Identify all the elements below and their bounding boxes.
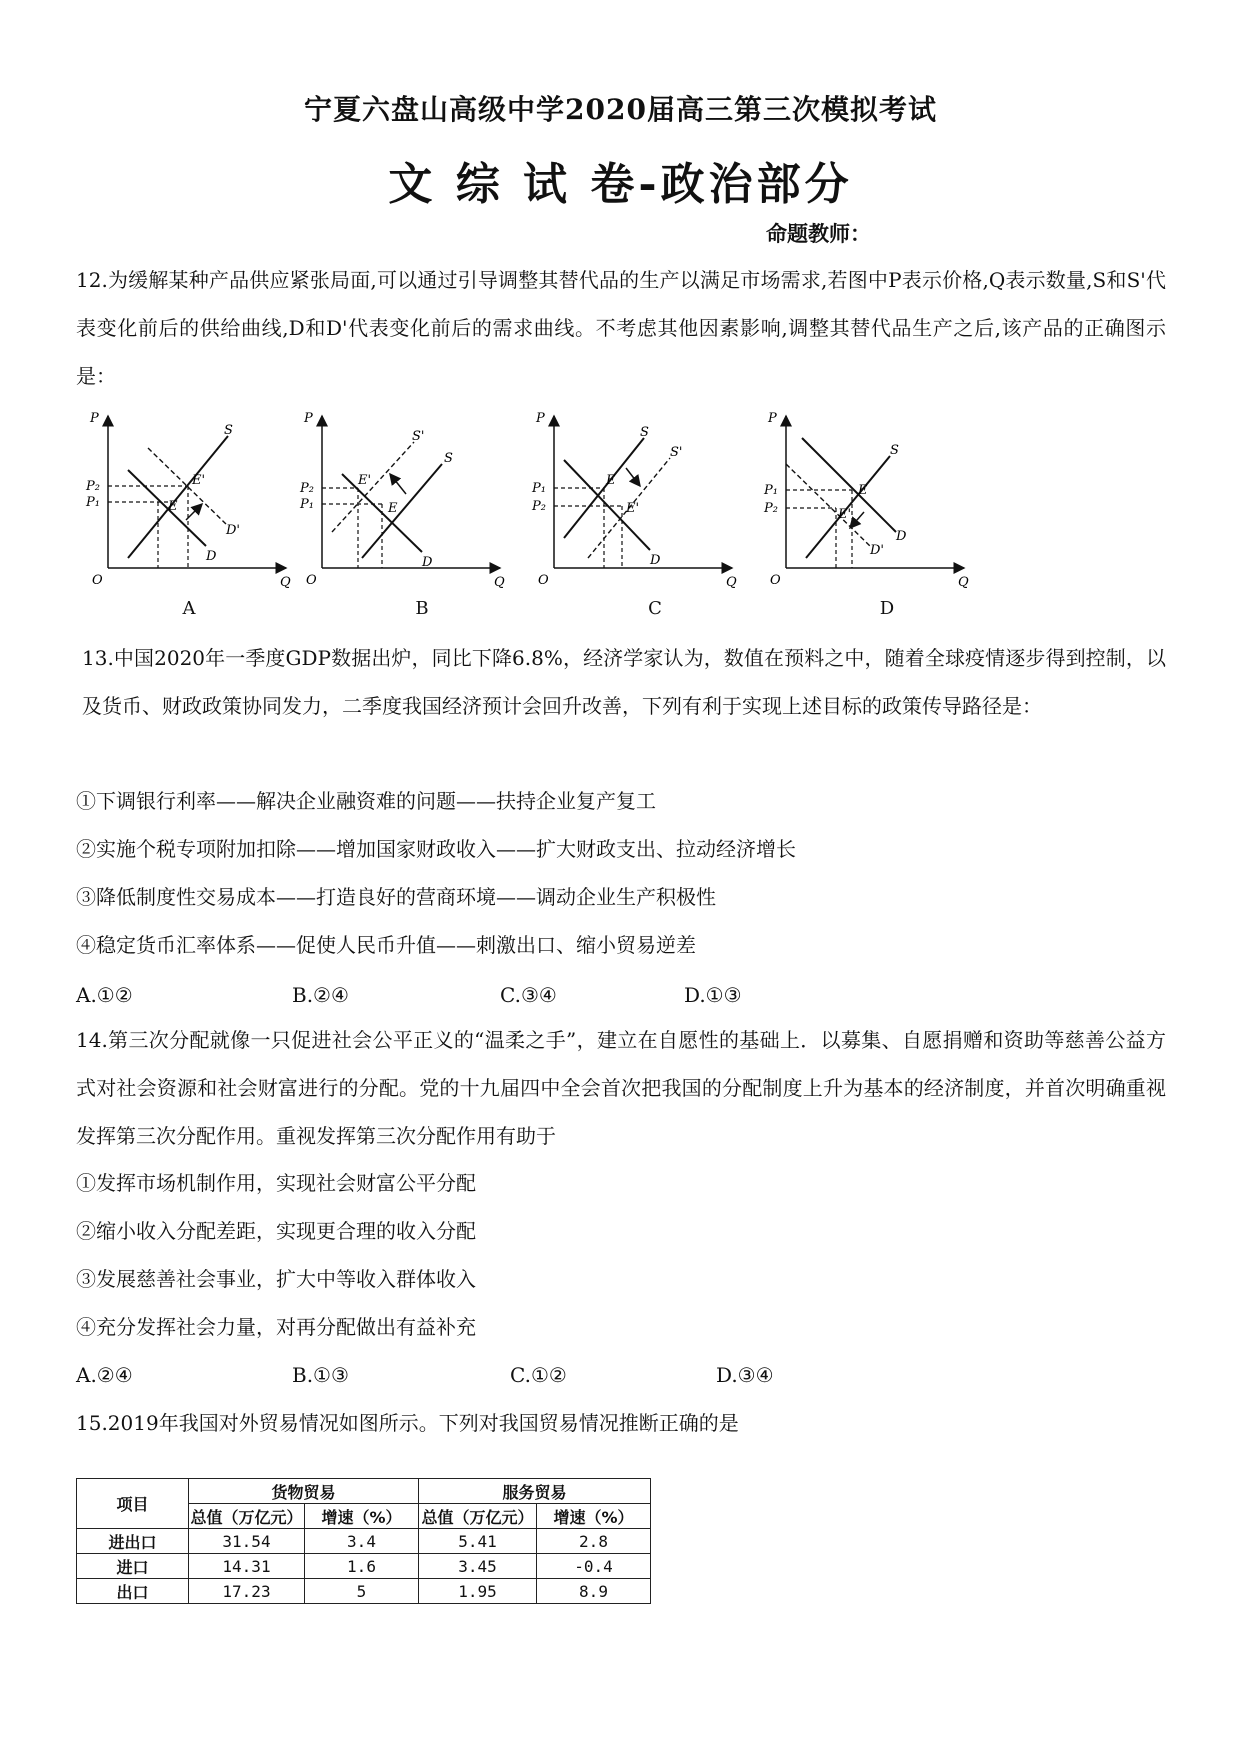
q14-stem: 14.第三次分配就像一只促进社会公平正义的“温柔之手”，建立在自愿性的基础上．以募集、自愿捐赠和资助等慈善公益方式对社会资源和社会财富进行的分配。党的十九届四中全会首次把我国的分配制度上升为基本的经济制度，并首次明确重视发挥第三次分配作用。重视发挥第三次分配作用有助于 xyxy=(76,1028,1166,1148)
graph-a xyxy=(88,408,298,588)
demand-label: D xyxy=(422,555,433,570)
equilibrium-label: E xyxy=(388,501,398,516)
graph-d-label: D xyxy=(879,598,895,619)
equilibrium-new-label: E' xyxy=(358,473,372,488)
axis-p-label: P xyxy=(768,411,777,426)
q14-item-1: ①发挥市场机制作用，实现社会财富公平分配 xyxy=(76,1171,476,1195)
goods-growth-cell: 5 xyxy=(305,1579,419,1604)
q14-item-4: ④充分发挥社会力量，对再分配做出有益补充 xyxy=(76,1315,476,1339)
supply-label: S xyxy=(444,451,453,466)
q13-stem: 13.中国2020年一季度GDP数据出炉，同比下降6.8%，经济学家认为，数值在预料之中，随着全球疫情逐步得到控制，以及货币、财政政策协同发力，二季度我国经济预计会回升改善，下列有利于实现上述目标的政策传导路径是： xyxy=(82,646,1166,718)
services-growth-cell: 8.9 xyxy=(537,1579,651,1604)
goods-trade-header: 货物贸易 xyxy=(189,1479,419,1504)
supply-new-label: S' xyxy=(412,429,425,444)
supply-label: S xyxy=(640,425,649,440)
graph-c xyxy=(534,408,744,588)
services-trade-header: 服务贸易 xyxy=(419,1479,651,1504)
q14-option-a[interactable]: A.②④ xyxy=(76,1363,133,1387)
graph-c-label: C xyxy=(648,598,662,619)
equilibrium-new-label: E' xyxy=(192,473,206,488)
axis-q-label: Q xyxy=(280,575,291,590)
origin-label: O xyxy=(306,573,317,588)
axis-p-label: P xyxy=(90,411,99,426)
origin-label: O xyxy=(538,573,549,588)
axis-p-label: P xyxy=(536,411,545,426)
goods-growth-cell: 3.4 xyxy=(305,1529,419,1554)
price-lower-label: P₁ xyxy=(300,497,314,512)
equilibrium-label: E xyxy=(858,483,868,498)
row-name: 进出口 xyxy=(77,1529,189,1554)
services-total-header: 总值（万亿元） xyxy=(419,1504,537,1529)
q15-stem: 15.2019年我国对外贸易情况如图所示。下列对我国贸易情况推断正确的是 xyxy=(76,1411,739,1435)
q13-item-1: ①下调银行利率——解决企业融资难的问题——扶持企业复产复工 xyxy=(76,789,656,813)
price-upper-label: P₂ xyxy=(86,479,100,494)
goods-total-cell: 14.31 xyxy=(189,1554,305,1579)
goods-total-header: 总值（万亿元） xyxy=(189,1504,305,1529)
demand-new-label: D' xyxy=(226,523,240,538)
q14-option-b[interactable]: B.①③ xyxy=(292,1363,349,1387)
equilibrium-label: E xyxy=(606,473,616,488)
origin-label: O xyxy=(92,573,103,588)
q12-stem: 12.为缓解某种产品供应紧张局面,可以通过引导调整其替代品的生产以满足市场需求,若图中P表示价格,Q表示数量,S和S'代表变化前后的供给曲线,D和D'代表变化前后的需求曲线。不考虑其他因素影响,调整其替代品生产之后,该产品的正确图示是： xyxy=(76,268,1166,388)
paper-title: 文 综 试 卷-政治部分 xyxy=(388,159,853,210)
services-total-cell: 1.95 xyxy=(419,1579,537,1604)
q13-item-3: ③降低制度性交易成本——打造良好的营商环境——调动企业生产积极性 xyxy=(76,885,716,909)
equilibrium-label: E xyxy=(168,499,178,514)
goods-growth-cell: 1.6 xyxy=(305,1554,419,1579)
demand-label: D xyxy=(896,529,907,544)
demand-label: D xyxy=(650,553,661,568)
q14-option-d[interactable]: D.③④ xyxy=(716,1363,774,1387)
col-item-header: 项目 xyxy=(77,1479,189,1529)
supply-label: S xyxy=(224,423,233,438)
supply-label: S xyxy=(890,443,899,458)
graph-b xyxy=(302,408,512,588)
price-upper-label: P₁ xyxy=(764,483,778,498)
demand-label: D xyxy=(206,549,217,564)
supply-new-label: S' xyxy=(670,445,683,460)
axis-q-label: Q xyxy=(726,575,737,590)
goods-total-cell: 31.54 xyxy=(189,1529,305,1554)
demand-new-label: D' xyxy=(870,543,884,558)
goods-total-cell: 17.23 xyxy=(189,1579,305,1604)
author-label: 命题教师： xyxy=(766,222,871,246)
q14-option-c[interactable]: C.①② xyxy=(510,1363,567,1387)
services-growth-header: 增速（%） xyxy=(537,1504,651,1529)
origin-label: O xyxy=(770,573,781,588)
services-growth-cell: 2.8 xyxy=(537,1529,651,1554)
row-name: 出口 xyxy=(77,1579,189,1604)
school-title: 宁夏六盘山高级中学2020届高三第三次模拟考试 xyxy=(304,93,937,126)
axis-p-label: P xyxy=(304,411,313,426)
q13-option-b[interactable]: B.②④ xyxy=(292,983,349,1007)
goods-growth-header: 增速（%） xyxy=(305,1504,419,1529)
q13-item-2: ②实施个税专项附加扣除——增加国家财政收入——扩大财政支出、拉动经济增长 xyxy=(76,837,796,861)
q14-item-3: ③发展慈善社会事业，扩大中等收入群体收入 xyxy=(76,1267,476,1291)
price-upper-label: P₁ xyxy=(532,481,546,496)
table-row xyxy=(77,1579,651,1604)
price-upper-label: P₂ xyxy=(300,481,314,496)
q13-option-d[interactable]: D.①③ xyxy=(684,983,742,1007)
services-total-cell: 5.41 xyxy=(419,1529,537,1554)
table-row xyxy=(77,1554,651,1579)
equilibrium-new-label: E' xyxy=(626,501,640,516)
table-row xyxy=(77,1529,651,1554)
price-lower-label: P₂ xyxy=(764,501,778,516)
price-lower-label: P₂ xyxy=(532,499,546,514)
row-name: 进口 xyxy=(77,1554,189,1579)
price-lower-label: P₁ xyxy=(86,495,100,510)
services-growth-cell: -0.4 xyxy=(537,1554,651,1579)
services-total-cell: 3.45 xyxy=(419,1554,537,1579)
q13-option-c[interactable]: C.③④ xyxy=(500,983,557,1007)
graph-b-label: B xyxy=(415,598,429,619)
axis-q-label: Q xyxy=(494,575,505,590)
graph-a-label: A xyxy=(182,598,196,619)
trade-table xyxy=(76,1478,651,1604)
q13-option-a[interactable]: A.①② xyxy=(76,983,133,1007)
q13-item-4: ④稳定货币汇率体系——促使人民币升值——刺激出口、缩小贸易逆差 xyxy=(76,933,696,957)
axis-q-label: Q xyxy=(958,575,969,590)
q14-item-2: ②缩小收入分配差距，实现更合理的收入分配 xyxy=(76,1219,476,1243)
equilibrium-new-label: E' xyxy=(838,507,852,522)
graph-d xyxy=(766,408,976,588)
